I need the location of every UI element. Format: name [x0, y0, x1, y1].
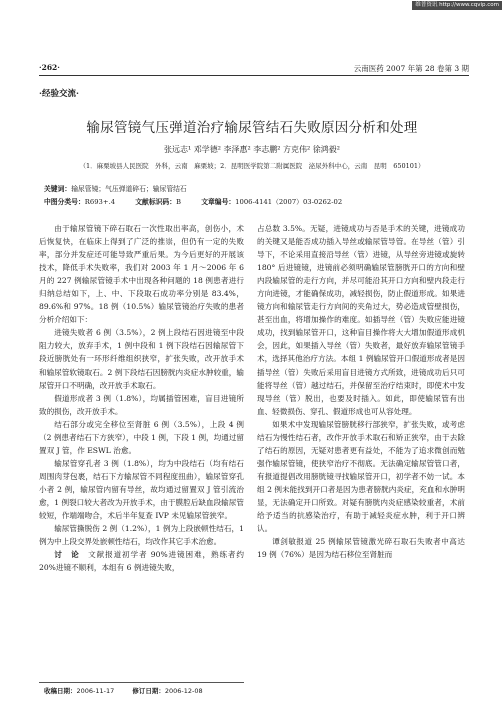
- body-paragraph: 结石部分或完全移位至肾脏 6 例（3.5%），上段 4 例（2 例患者结石下方狭窄），中段 1 例，下段 1 例，均通过留置双 J 管，作 ESWL 治愈。: [39, 419, 245, 455]
- clc-value: R693+.4: [84, 198, 116, 206]
- journal-header: 云南医药 2007 年第 28 卷第 3 期: [353, 64, 469, 73]
- right-column: [257, 222, 465, 561]
- page-number: ·262·: [39, 63, 60, 72]
- body-paragraph: 如果术中发现输尿管膀胱移行部狭窄，扩张失败，或考虑结石为慢性结石者，改作开放手术取石和矫正狭窄，由于去除了结石的原因，无疑对患者更有益处，不能为了追求微创而勉强作输尿管镜，使狭窄治疗不彻底。无法确定输尿管管口者，有报道提倡改用膀胱镜寻找输尿管开口，初学者不妨一试。本组 2 例未能找到开口者是因为患者膀胱内炎症，充血和水肿明显，无法确定开口所致。对疑有膀胱内炎症感染较重者，术前给予适当的抗感染治疗，有助于减轻炎症水肿，利于开口辨认。: [257, 419, 465, 534]
- article-id-value: 1006-4141（2007）03-0262-02: [235, 198, 343, 206]
- header-rule: [39, 75, 469, 76]
- affiliation: （1．麻栗坡县人民医院 外科，云南 麻栗坡；2．昆明医学院第二附属医院 泌尿外科中心，云南 昆明 650101）: [79, 162, 425, 170]
- discussion-heading: 讨 论: [54, 550, 80, 560]
- discussion-text: 文献报道初学者 90%进镜困难，熟练者约 20%进镜不顺利，本组有 6 例进镜失败，: [39, 550, 245, 573]
- left-column: [39, 222, 244, 574]
- keywords-text: 输尿管镜；气压弹道碎石；输尿管结石: [71, 185, 187, 193]
- body-paragraph: 谭剑敏报道 25 例输尿管镜激光碎石取石失败者中高达 19 例（76%）是因为结石移位至肾脏而: [257, 537, 465, 560]
- paper-title: 输尿管镜气压弹道治疗输尿管结石失败原因分析和处理: [86, 120, 418, 136]
- received-dates: [44, 686, 203, 695]
- discussion-paragraph: [39, 548, 244, 574]
- body-paragraph: 假道形成者 3 例（1.8%），均属插管困难，盲目进镜所致的损伤，改开放手术。: [39, 393, 244, 416]
- body-paragraph: 占总数 3.5%。无疑，进镜成功与否是手术的关键，进镜成功的关键又是能否成功插入导丝或输尿管导管。在导丝（管）引导下，不论采用直接沿导丝（管）进镜，从导丝旁进镜或旋转 180° 后进镜镜，进镜前必须明确输尿管膀胱开口的方向和壁内段输尿管的走行方向，并尽可能沿其开口方向和壁内段走行方向进镜，才能确保成功，减轻损伤，防止假道形成。如果进镜方向和输尿管走行方向间的夹角过大，势必造成管壁损伤，甚至出血，将增加操作的难度。如插导丝（管）失败应能进镜成功，找到输尿管开口，这种盲目操作将大大增加假道形成机会，因此，如果插入导丝（管）失败者，最好放弃输尿管镜手术，选择其他治疗方法。本组 1 例输尿管开口假道形成者是因插导丝（管）失败后采用盲目进镜方式所致，进镜成功后只可能将导丝（管）越过结石，并保留至治疗结束时，即使术中发现导丝（管）脱出，也要及时插入。如此，即使输尿管有出血、轻微损伤、穿孔、假道形成也可从容处理。: [257, 224, 465, 416]
- column-label: ·经验交流·: [39, 89, 79, 99]
- received-label: 收稿日期：: [44, 687, 77, 695]
- revised-date: 2006-12-08: [164, 687, 203, 695]
- clc-label: 中图分类号：: [44, 198, 85, 206]
- body-paragraph: 进镜失败者 6 例（3.5%），2 例上段结石因进镜至中段阻力较大，放弃手术，1 例中段和 1 例下段结石因输尿管下段近膀胱处有一环形纤维组织狭窄，扩张失败，改开放手术和输尿管软镜取石。2 例下段结石因膀胱内炎症水肿较重，输尿管开口不明确，改开放手术取石。: [39, 328, 244, 390]
- keywords-line: [44, 183, 187, 193]
- doc-code-value: B: [176, 198, 182, 206]
- doc-code-label: 文献标识码：: [135, 198, 177, 206]
- body-paragraph: 由于输尿管镜下碎石取石一次性取出率高，创伤小，术后恢复快，在临床上得到了广泛的推崇，但仍有一定的失败率，部分并发症还可能导致严重后果。为今后更好的开展该技术，降低手术失败率，我们对 2003 年 1 月～2006 年 6 月的 227 例输尿管镜手术中出现各种问题的 18 例患者进行归纳总结如下，上、中、下段取石成功率分别是 83.4%，89.6%和 97%。18 例（10.5%）输尿管镜治疗失败的患者分析介绍如下：: [39, 224, 244, 325]
- classification-line: [44, 196, 342, 206]
- footnote-rule: [39, 682, 244, 683]
- body-paragraph: 输尿管撕脱伤 2 例（1.2%），1 例为上段嵌顿性结石，1 例为中上段交界处嵌顿性结石，均改作其它手术治愈。: [39, 524, 244, 547]
- article-id-label: 文章编号：: [201, 198, 236, 206]
- author-list: 张远志¹ 邓学德² 李泽惠² 李志鹏² 方克伟² 徐鸿毅²: [164, 145, 340, 154]
- watermark: 维普资讯 http://www.cqvip.com: [412, 1, 502, 10]
- body-paragraph: 输尿管穿孔者 3 例（1.8%），均为中段结石（均有结石周围肉芽包裹，结石下方输尿管不同程度扭曲），输尿管穿孔小者 2 例，输尿管内留有导丝，故均通过留置双 J 管引流治愈，1 例裂口较大者改为开放手术，由于膜腔后缺血段输尿管较短，作端端吻合，术后半年复查 IVP 未见输尿管狭窄。: [39, 458, 244, 521]
- revised-label: 修订日期：: [132, 687, 165, 695]
- keywords-label: 关键词：: [44, 185, 72, 193]
- received-date: 2006-11-17: [76, 687, 115, 695]
